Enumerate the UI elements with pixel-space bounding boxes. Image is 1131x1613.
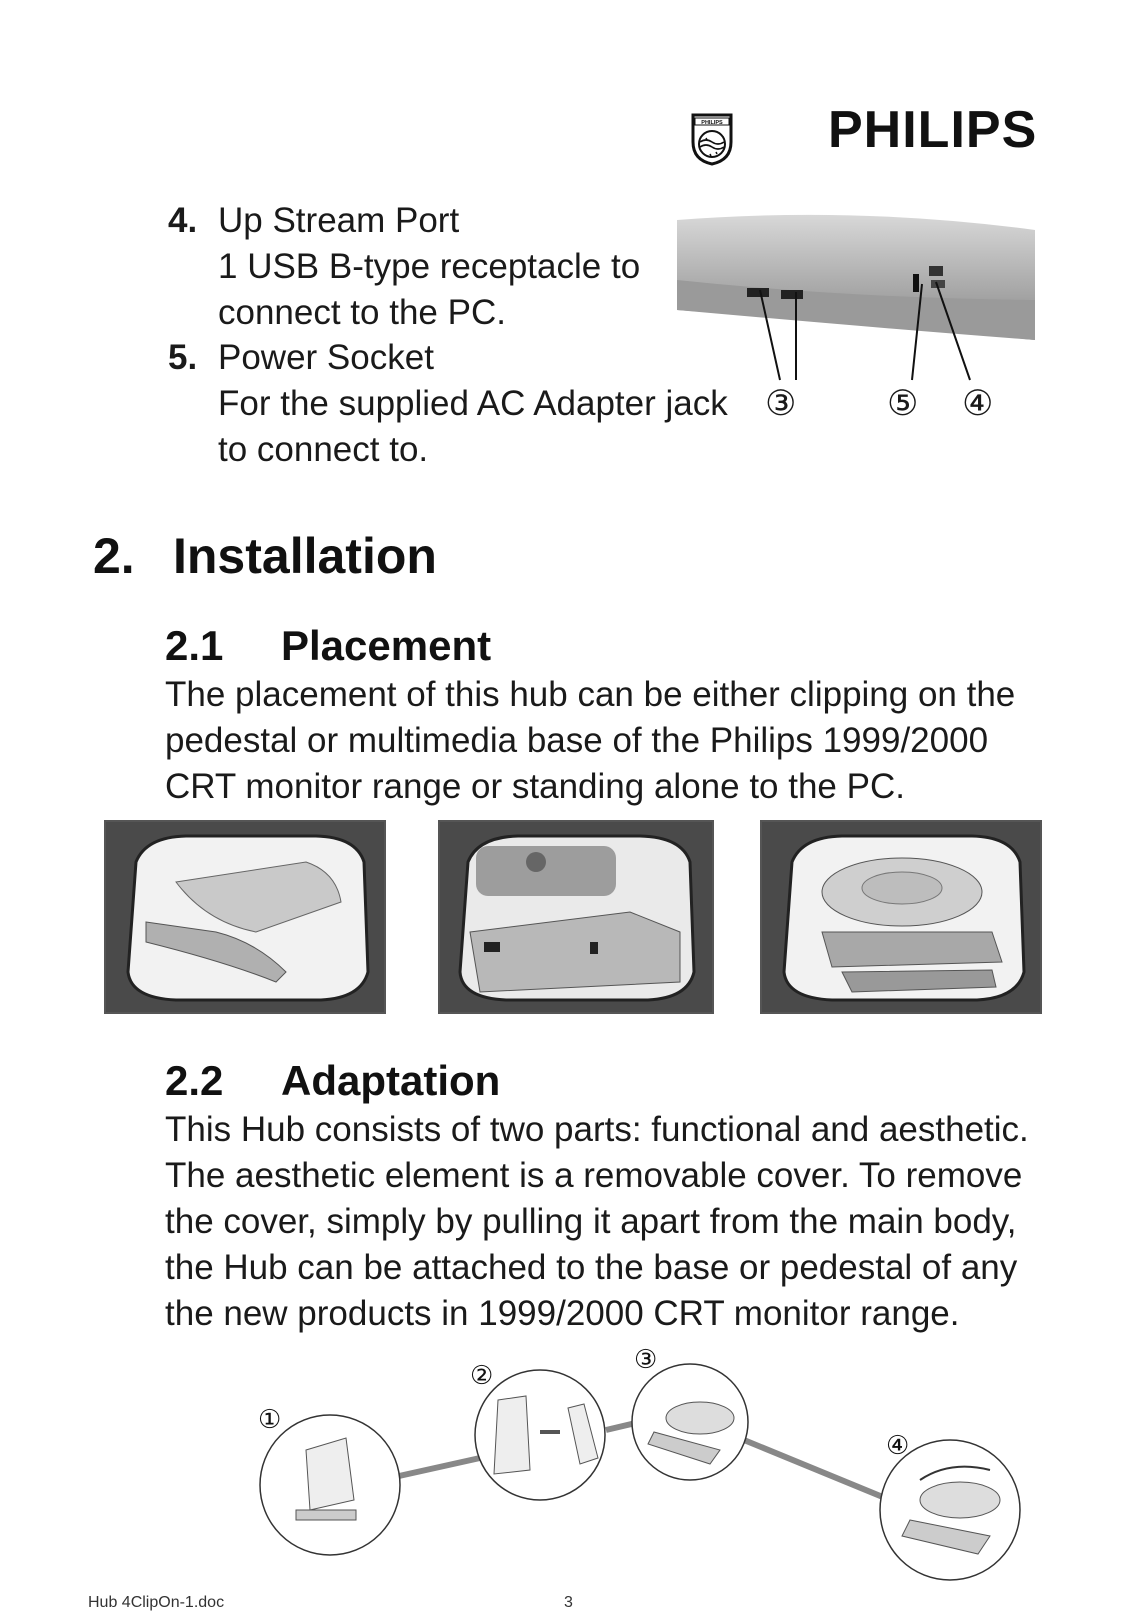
step-4-label: ④: [886, 1430, 910, 1460]
philips-logo-text: PHILIPS: [701, 120, 723, 126]
port-item-title: Up Stream Port: [218, 201, 460, 240]
placement-line: CRT monitor range or standing alone to the PC.: [165, 767, 905, 806]
adaptation-line: This Hub consists of two parts: functional and aesthetic.: [165, 1110, 1029, 1149]
port-item-desc: 1 USB B-type receptacle to: [218, 247, 641, 286]
callout-5: ⑤: [887, 384, 919, 423]
section-title: Installation: [173, 528, 437, 584]
port-item-number: 5.: [168, 338, 198, 377]
adaptation-title: Adaptation: [281, 1057, 501, 1104]
philips-shield-logo: [690, 112, 734, 166]
adaptation-steps-diagram: [250, 1360, 1050, 1613]
step-2-label: ②: [470, 1360, 494, 1390]
placement-heading: [165, 622, 492, 670]
step-1-label: ①: [258, 1404, 282, 1434]
section-number: 2.: [93, 528, 135, 584]
adaptation-line: the Hub can be attached to the base or pedestal of any: [165, 1248, 1018, 1287]
adaptation-heading: [165, 1057, 501, 1105]
port-item-desc: to connect to.: [218, 430, 429, 469]
adaptation-number: 2.2: [165, 1057, 224, 1104]
port-item-desc: connect to the PC.: [218, 293, 506, 332]
footer-filename: Hub 4ClipOn-1.doc: [88, 1594, 225, 1611]
placement-photo-standalone: [104, 820, 386, 1014]
callout-4: ④: [962, 384, 994, 423]
callout-3: ③: [765, 384, 797, 423]
port-item-number: 4.: [168, 201, 198, 240]
adaptation-line: The aesthetic element is a removable cover. To remove: [165, 1156, 1023, 1195]
port-item-4: [168, 198, 460, 244]
brand-name: PHILIPS: [828, 101, 1038, 159]
step-3-label: ③: [634, 1344, 658, 1374]
footer-page-number: 3: [564, 1594, 573, 1611]
placement-line: The placement of this hub can be either clipping on the: [165, 675, 1016, 714]
placement-number: 2.1: [165, 622, 224, 669]
port-item-desc: For the supplied AC Adapter jack: [218, 384, 728, 423]
adaptation-line: the new products in 1999/2000 CRT monitor range.: [165, 1294, 960, 1333]
placement-photo-multimedia-base: [760, 820, 1042, 1014]
adaptation-line: the cover, simply by pulling it apart from the main body,: [165, 1202, 1017, 1241]
placement-title: Placement: [281, 622, 492, 669]
placement-photo-pedestal: [438, 820, 714, 1014]
placement-line: pedestal or multimedia base of the Philips 1999/2000: [165, 721, 989, 760]
section-heading: [93, 527, 437, 585]
port-item-5: [168, 335, 434, 381]
port-item-title: Power Socket: [218, 338, 434, 377]
